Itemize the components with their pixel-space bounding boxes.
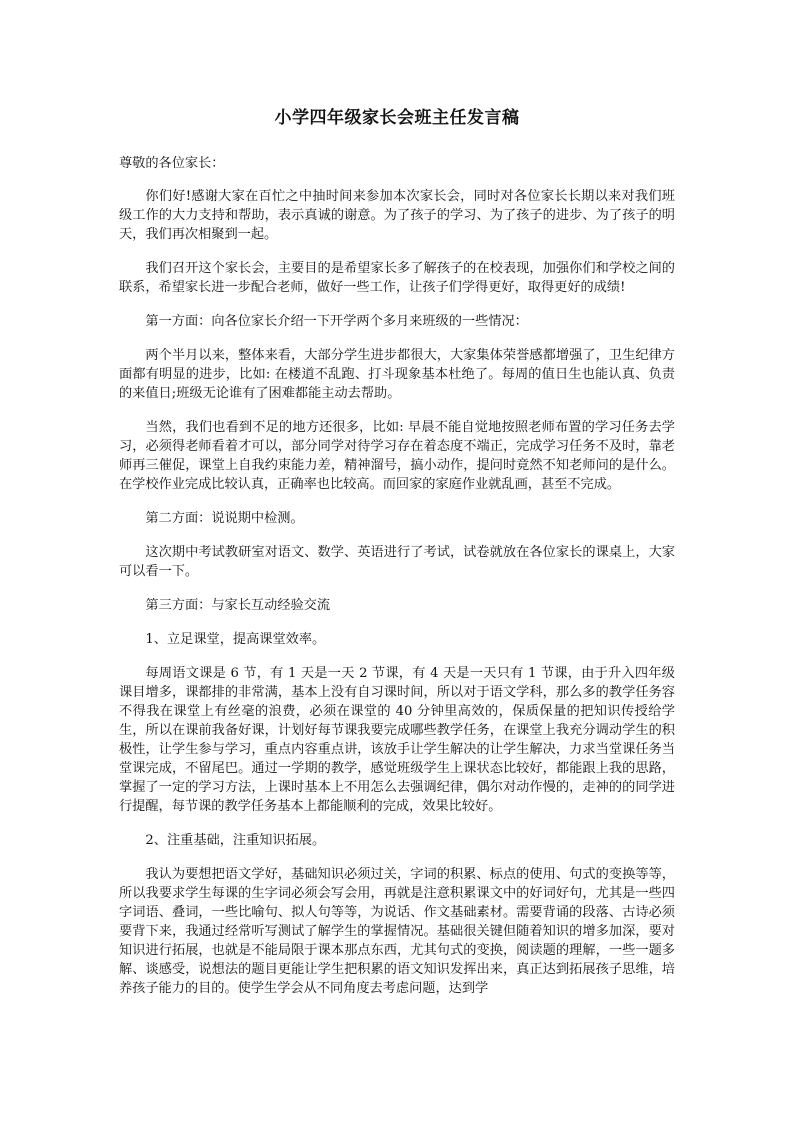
paragraph-exam: 这次期中考试教研室对语文、数学、英语进行了考试，试卷就放在各位家长的课桌上，大家可以看一下。 [119, 545, 675, 579]
subheading-2: 2、注重基础，注重知识拓展。 [145, 833, 326, 848]
section-heading-3: 第三方面：与家长互动经验交流 [145, 598, 331, 613]
document-page [119, 103, 675, 1013]
paragraph-greeting: 你们好!感谢大家在百忙之中抽时间来参加本次家长会，同时对各位家长长期以来对我们班级工作的大力支持和帮助，表示真诚的谢意。为了孩子的学习、为了孩子的进步、为了孩子的明天，我们再次相聚到一起。 [119, 189, 675, 242]
section-heading-1: 第一方面：向各位家长介绍一下开学两个多月来班级的一些情况： [145, 314, 528, 329]
paragraph-classroom: 每周语文课是 6 节，有 1 天是一天 2 节课，有 4 天是一天只有 1 节课，由于升入四年级课目增多，课都排的非常满，基本上没有自习课时间，所以对于语文学科，那么多的教学任务容不得我在课堂上有丝毫的浪费，必须在课堂的 40 分钟里高效的，保质保量的把知识传授给学生，所以在课前我备好课，计划好每节课我要完成哪些教学任务，在课堂上我充分调动学生的积极性，让学生参与学习，重点内容重点讲，该放手让学生解决的让学生解决，力求当堂课任务当堂课完成，不留尾巴。通过一学期的教学，感觉班级学生上课状态比较好，都能跟上我的思路，掌握了一定的学习方法，上课时基本上不用怎么去强调纪律，偶尔对动作慢的，走神的的同学进行提醒，每节课的教学任务基本上都能顺利的完成，效果比较好。 [119, 666, 675, 814]
paragraph-shortcomings: 当然，我们也看到不足的地方还很多，比如: 早晨不能自觉地按照老师布置的学习任务去学习，必须得老师看着才可以，部分同学对待学习存在着态度不端正，完成学习任务不及时，靠老师再三催促，课堂上自我约束能力差，精神溜号，搞小动作，提问时竟然不知老师问的是什么。在学校作业完成比较认真，正确率也比较高。而回家的家庭作业就乱画，甚至不完成。 [119, 420, 675, 492]
document-title: 小学四年级家长会班主任发言稿 [274, 108, 520, 128]
section-heading-2: 第二方面：说说期中检测。 [145, 511, 304, 526]
paragraph-basics: 我认为要想把语文学好，基础知识必须过关，字词的积累、标点的使用、句式的变换等等，所以我要求学生每课的生字词必须会写会用，再就是注意积累课文中的好词好句，尤其是一些四字词语、叠词，一些比喻句、拟人句等等，为说话、作文基础素材。需要背诵的段落、古诗必须要背下来，我通过经常听写测试了解学生的掌握情况。基础很关键但随着知识的增多加深，要对知识进行拓展，也就是不能局限于课本那点东西，尤其句式的变换，阅读题的理解，一些一题多解、谈感受，说想法的题目更能让学生把积累的语文知识发挥出来，真正达到拓展孩子思维，培养孩子能力的目的。使学生学会从不同角度去考虑问题，达到学 [119, 867, 675, 996]
salutation: 尊敬的各位家长： [119, 156, 225, 171]
paragraph-progress: 两个半月以来，整体来看，大部分学生进步都很大，大家集体荣誉感都增强了，卫生纪律方面都有明显的进步，比如: 在楼道不乱跑、打斗现象基本杜绝了。每周的值日生也能认真、负责的来值日;班级无论谁有了困难都能主动去帮助。 [119, 348, 675, 401]
paragraph-purpose: 我们召开这个家长会，主要目的是希望家长多了解孩子的在校表现，加强你们和学校之间的联系，希望家长进一步配合老师，做好一些工作，让孩子们学得更好，取得更好的成绩! [119, 261, 675, 295]
subheading-1: 1、立足课堂，提高课堂效率。 [145, 632, 326, 647]
